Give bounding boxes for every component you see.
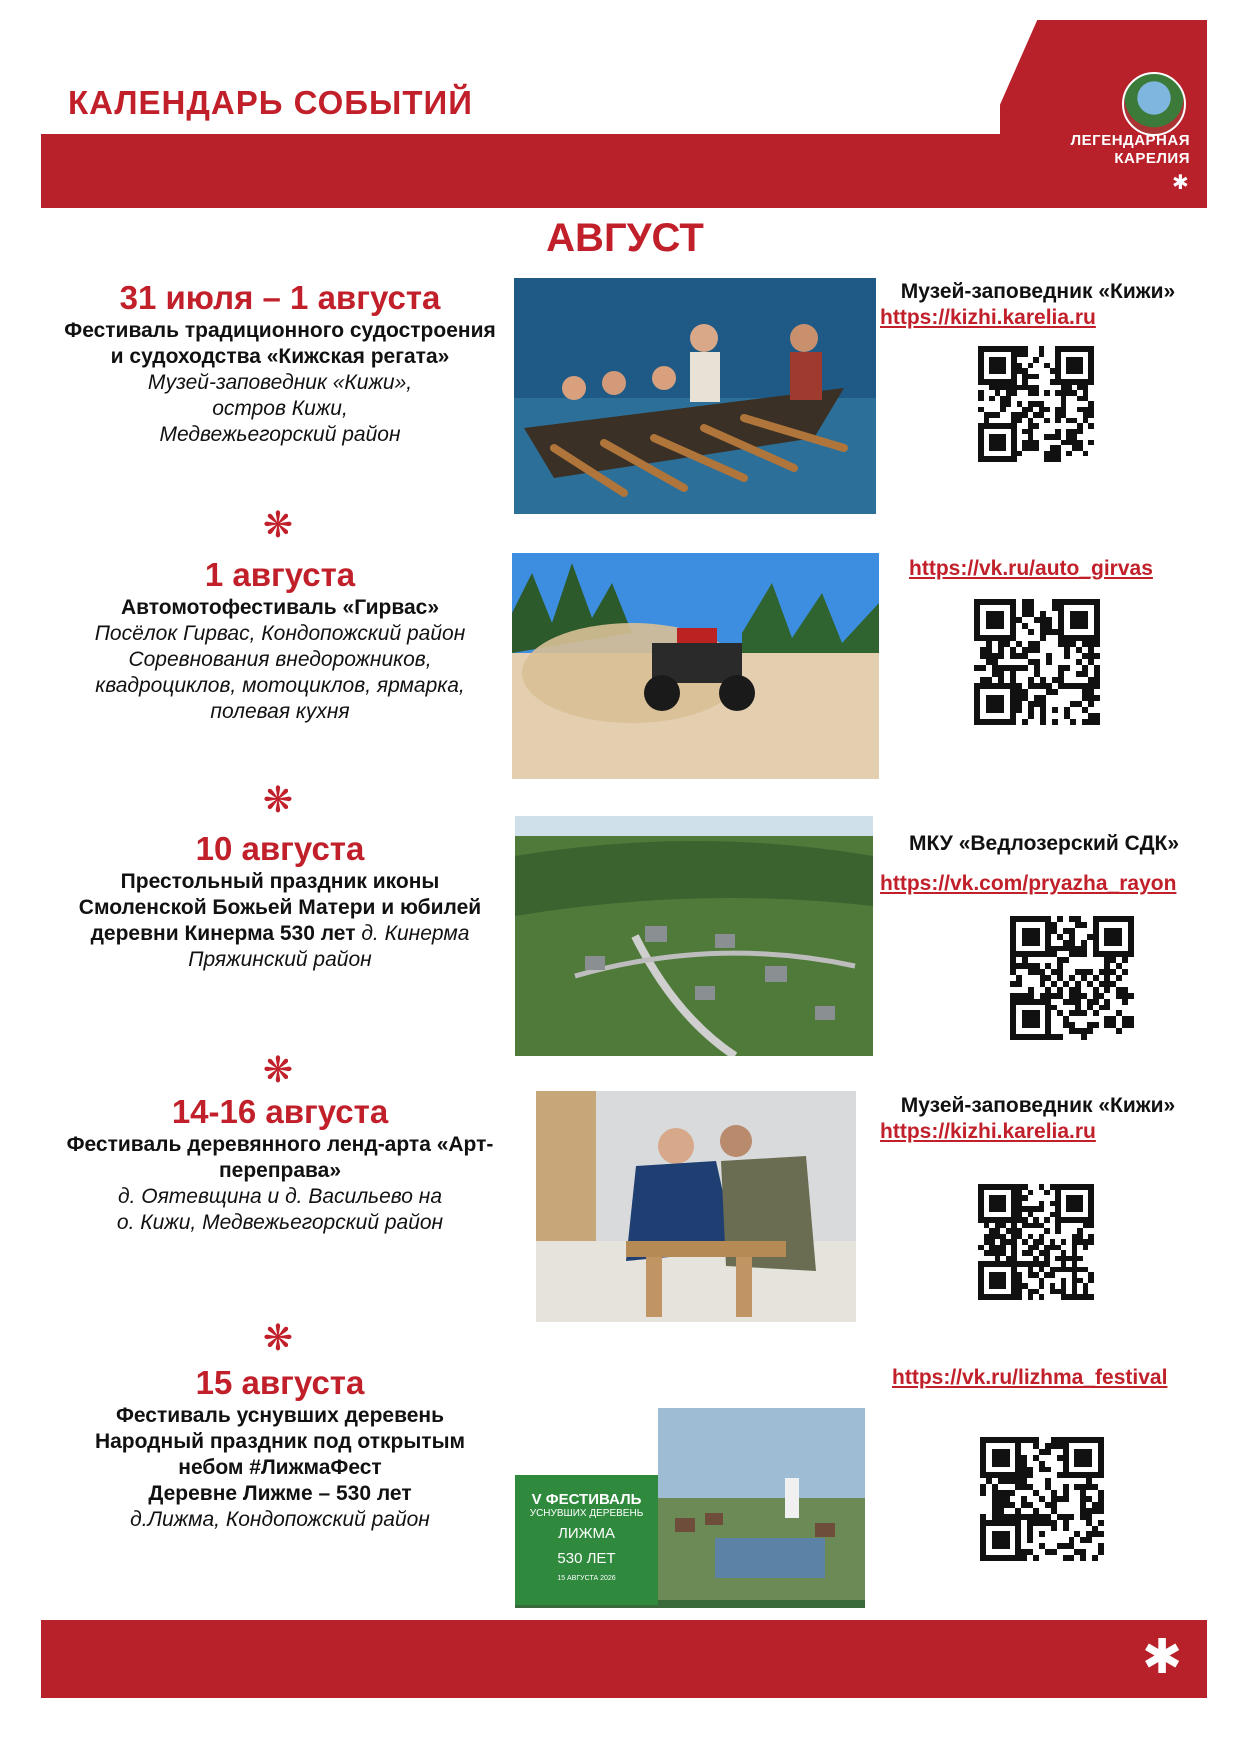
qr-module xyxy=(1000,368,1006,374)
logo-star-icon: ✱ xyxy=(1172,172,1189,194)
event-title-line: Фестиваль деревянного ленд-арта «Арт- xyxy=(66,1133,494,1156)
qr-module xyxy=(1088,1239,1094,1245)
qr-module xyxy=(1098,1531,1104,1537)
event-1-organizer: Музей-заповедник «Кижи» xyxy=(900,280,1176,303)
qr-module xyxy=(1044,1217,1050,1223)
qr-module xyxy=(1052,719,1058,725)
event-title-line: Фестиваль уснувших деревень xyxy=(115,1404,445,1427)
qr-module xyxy=(1011,456,1017,462)
qr-module xyxy=(1051,1549,1057,1555)
qr-module xyxy=(1083,451,1089,457)
event-1-photo xyxy=(514,278,876,514)
qr-module xyxy=(1033,1555,1039,1561)
poster-line-5: 15 АВГУСТА 2026 xyxy=(557,1575,616,1582)
qr-module xyxy=(1000,445,1006,451)
qr-module xyxy=(1033,390,1039,396)
event-place-line: Соревнования внедорожников, xyxy=(128,648,432,671)
qr-module xyxy=(1063,1496,1069,1502)
qr-module xyxy=(1063,957,1069,963)
poster-line-4: 530 ЛЕТ xyxy=(557,1550,616,1567)
event-2-link[interactable]: https://vk.ru/auto_girvas xyxy=(909,557,1153,580)
event-date: 15 августа xyxy=(195,1364,365,1401)
qr-module xyxy=(1039,352,1045,358)
qr-module xyxy=(1077,429,1083,435)
qr-module xyxy=(1122,969,1128,975)
event-title-line: Престольный праздник иконы xyxy=(120,870,440,893)
qr-module xyxy=(1094,719,1100,725)
qr-module xyxy=(1080,1555,1086,1561)
event-2-text xyxy=(40,555,520,725)
qr-module xyxy=(1055,418,1061,424)
qr-module xyxy=(1088,379,1094,385)
qr-module xyxy=(1044,390,1050,396)
event-title-line: переправа» xyxy=(218,1159,342,1182)
qr-module xyxy=(1004,1461,1010,1467)
qr-module xyxy=(1088,1294,1094,1300)
qr-module xyxy=(1057,916,1063,922)
qr-module xyxy=(1000,407,1006,413)
qr-module xyxy=(1039,1294,1045,1300)
poster-panel xyxy=(515,1475,658,1605)
qr-module xyxy=(1081,1010,1087,1016)
qr-module xyxy=(1082,623,1088,629)
qr-module xyxy=(1081,951,1087,957)
poster-line-3: ЛИЖМА xyxy=(558,1525,615,1542)
qr-module xyxy=(1034,940,1040,946)
ornament-icon: ❋ xyxy=(262,1317,294,1358)
qr-module xyxy=(1044,407,1050,413)
footer-star-icon: ✱ xyxy=(1142,1631,1183,1684)
qr-module xyxy=(1000,1283,1006,1289)
qr-module xyxy=(1077,368,1083,374)
qr-module xyxy=(1098,1508,1104,1514)
qr-module xyxy=(1028,713,1034,719)
qr-module xyxy=(1006,401,1012,407)
qr-module xyxy=(1044,1190,1050,1196)
qr-module xyxy=(1033,374,1039,380)
event-2-qr-code[interactable] xyxy=(974,599,1100,725)
qr-module xyxy=(1128,993,1134,999)
qr-module xyxy=(1022,719,1028,725)
qr-module xyxy=(1000,1206,1006,1212)
event-place-line: Музей-заповедник «Кижи», xyxy=(147,371,413,394)
qr-module xyxy=(1122,999,1128,1005)
qr-module xyxy=(1094,653,1100,659)
poster-line-2: УСНУВШИХ ДЕРЕВЕНЬ xyxy=(529,1508,644,1519)
event-1-text xyxy=(40,278,520,448)
qr-module xyxy=(1088,1278,1094,1284)
qr-module xyxy=(1086,1537,1092,1543)
qr-module xyxy=(1017,451,1023,457)
qr-module xyxy=(1055,1228,1061,1234)
qr-module xyxy=(1017,418,1023,424)
qr-module xyxy=(1077,1256,1083,1262)
event-4-link[interactable]: https://kizhi.karelia.ru xyxy=(880,1120,1096,1143)
logo-line-2: КАРЕЛИЯ xyxy=(1114,150,1190,167)
qr-module xyxy=(1104,1005,1110,1011)
qr-module xyxy=(1088,412,1094,418)
event-5-qr-code[interactable] xyxy=(980,1437,1104,1561)
page-title: КАЛЕНДАРЬ СОБЫТИЙ xyxy=(68,84,473,121)
event-3-text xyxy=(40,829,520,973)
event-place-line: полевая кухня xyxy=(210,700,350,723)
event-date: 31 июля – 1 августа xyxy=(119,279,441,316)
qr-module xyxy=(998,623,1004,629)
qr-module xyxy=(1010,1490,1016,1496)
event-4-text xyxy=(40,1092,520,1236)
event-3-qr-code[interactable] xyxy=(1010,916,1134,1040)
event-3-organizer: МКУ «Ведлозерский СДК» xyxy=(908,832,1180,855)
qr-module xyxy=(1104,987,1110,993)
qr-module xyxy=(1083,1245,1089,1251)
qr-module xyxy=(1033,445,1039,451)
event-title-line: и судоходства «Кижская регата» xyxy=(110,345,450,368)
qr-module xyxy=(1044,1228,1050,1234)
qr-module xyxy=(1128,951,1134,957)
qr-module xyxy=(1028,1294,1034,1300)
qr-module xyxy=(1045,1449,1051,1455)
qr-module xyxy=(1004,1543,1010,1549)
qr-module xyxy=(1033,357,1039,363)
event-place-line: д.Лижма, Кондопожский район xyxy=(130,1508,430,1531)
event-title-italic: д. Кинерма xyxy=(355,922,470,945)
qr-module xyxy=(1077,1206,1083,1212)
event-1-link[interactable]: https://kizhi.karelia.ru xyxy=(880,306,1096,329)
logo-emblem-icon xyxy=(1122,72,1186,136)
qr-module xyxy=(1022,665,1028,671)
event-3-photo xyxy=(515,816,873,1056)
qr-module xyxy=(978,396,984,402)
qr-module xyxy=(1087,1028,1093,1034)
qr-module xyxy=(1093,1010,1099,1016)
event-2-photo xyxy=(512,553,879,779)
event-place-line: остров Кижи, xyxy=(212,397,348,420)
month-heading: АВГУСТ xyxy=(546,216,704,260)
qr-module xyxy=(1051,1526,1057,1532)
qr-module xyxy=(1081,1034,1087,1040)
ornament-icon: ❋ xyxy=(262,504,294,545)
event-place-line: о. Кижи, Медвежьегорский район xyxy=(116,1211,444,1234)
qr-module xyxy=(1040,719,1046,725)
poster-line-1: V ФЕСТИВАЛЬ xyxy=(531,1491,642,1508)
qr-module xyxy=(1093,1022,1099,1028)
footer-band xyxy=(41,1620,1207,1698)
event-place-line: Посёлок Гирвас, Кондопожский район xyxy=(94,622,466,645)
event-title-line: небом #ЛижмаФест xyxy=(178,1456,382,1479)
qr-module xyxy=(1034,647,1040,653)
qr-module xyxy=(1055,456,1061,462)
qr-module xyxy=(1039,1531,1045,1537)
event-date: 1 августа xyxy=(204,556,356,593)
qr-module xyxy=(1046,659,1052,665)
qr-module xyxy=(1128,1022,1134,1028)
qr-module xyxy=(1052,689,1058,695)
event-title-line: Смоленской Божьей Матери и юбилей xyxy=(78,896,482,919)
qr-module xyxy=(1064,653,1070,659)
qr-module xyxy=(1057,1034,1063,1040)
qr-module xyxy=(1039,1206,1045,1212)
qr-module xyxy=(980,665,986,671)
qr-module xyxy=(1063,1526,1069,1532)
qr-module xyxy=(1094,683,1100,689)
qr-module xyxy=(1092,1555,1098,1561)
logo-line-1: ЛЕГЕНДАРНАЯ xyxy=(1070,132,1190,149)
qr-module xyxy=(1039,1283,1045,1289)
qr-module xyxy=(1098,1520,1104,1526)
event-5-link[interactable]: https://vk.ru/lizhma_festival xyxy=(892,1366,1168,1389)
qr-module xyxy=(1050,1272,1056,1278)
qr-module xyxy=(1045,1467,1051,1473)
qr-module xyxy=(1094,695,1100,701)
ornament-icon: ❋ xyxy=(262,1049,294,1090)
qr-module xyxy=(1088,701,1094,707)
qr-module xyxy=(1061,1239,1067,1245)
qr-module xyxy=(1011,390,1017,396)
qr-module xyxy=(1010,719,1016,725)
event-place-line: Медвежьегорский район xyxy=(159,423,401,446)
event-4-qr-code[interactable] xyxy=(978,1184,1094,1300)
qr-module xyxy=(1027,1537,1033,1543)
qr-module xyxy=(1022,1195,1028,1201)
event-4-organizer: Музей-заповедник «Кижи» xyxy=(900,1094,1176,1117)
qr-module xyxy=(995,412,1001,418)
qr-module xyxy=(989,396,995,402)
event-place-line: Пряжинский район xyxy=(188,948,372,971)
qr-module xyxy=(1028,1190,1034,1196)
qr-module xyxy=(1088,440,1094,446)
qr-module xyxy=(1086,1461,1092,1467)
qr-module xyxy=(1064,665,1070,671)
ornament-icon: ❋ xyxy=(262,779,294,820)
qr-module xyxy=(1052,707,1058,713)
event-title-bold: деревни Кинерма 530 лет xyxy=(90,922,356,945)
qr-module xyxy=(1021,1555,1027,1561)
event-3-link[interactable]: https://vk.com/pryazha_rayon xyxy=(880,872,1177,895)
event-1-qr-code[interactable] xyxy=(978,346,1094,462)
qr-module xyxy=(1028,363,1034,369)
qr-module xyxy=(1116,940,1122,946)
qr-module xyxy=(1116,975,1122,981)
qr-module xyxy=(1016,707,1022,713)
qr-module xyxy=(1088,423,1094,429)
qr-module xyxy=(1044,418,1050,424)
qr-module xyxy=(1066,451,1072,457)
event-title-line: Деревне Лижме – 530 лет xyxy=(148,1482,412,1505)
event-title-line: Фестиваль традиционного судостроения xyxy=(64,319,496,342)
qr-module xyxy=(998,707,1004,713)
qr-module xyxy=(1088,1223,1094,1229)
event-title-line: Автомотофестиваль «Гирвас» xyxy=(121,596,439,619)
qr-module xyxy=(1034,1022,1040,1028)
qr-module xyxy=(1069,1555,1075,1561)
event-place-line: квадроциклов, мотоциклов, ярмарка, xyxy=(95,674,465,697)
qr-module xyxy=(1027,1472,1033,1478)
qr-module xyxy=(1016,981,1022,987)
qr-module xyxy=(1122,957,1128,963)
qr-module xyxy=(1098,1549,1104,1555)
qr-module xyxy=(1094,641,1100,647)
qr-module xyxy=(1069,1514,1075,1520)
event-5-text xyxy=(40,1363,520,1533)
event-date: 10 августа xyxy=(195,830,365,867)
qr-module xyxy=(1070,719,1076,725)
qr-module xyxy=(998,653,1004,659)
qr-module xyxy=(1040,635,1046,641)
qr-module xyxy=(1017,1294,1023,1300)
qr-module xyxy=(980,1490,986,1496)
qr-module xyxy=(1081,922,1087,928)
event-4-photo xyxy=(536,1091,856,1322)
qr-module xyxy=(1022,352,1028,358)
qr-module xyxy=(1028,629,1034,635)
event-title-line: Народный праздник под открытым xyxy=(94,1430,466,1453)
qr-module xyxy=(1033,423,1039,429)
event-place-line: д. Оятевщина и д. Васильево на xyxy=(117,1185,443,1208)
qr-module xyxy=(1098,1472,1104,1478)
event-title-mixed xyxy=(40,921,520,947)
event-date: 14-16 августа xyxy=(171,1093,389,1130)
logo-text xyxy=(1030,132,1190,168)
qr-module xyxy=(1116,1028,1122,1034)
